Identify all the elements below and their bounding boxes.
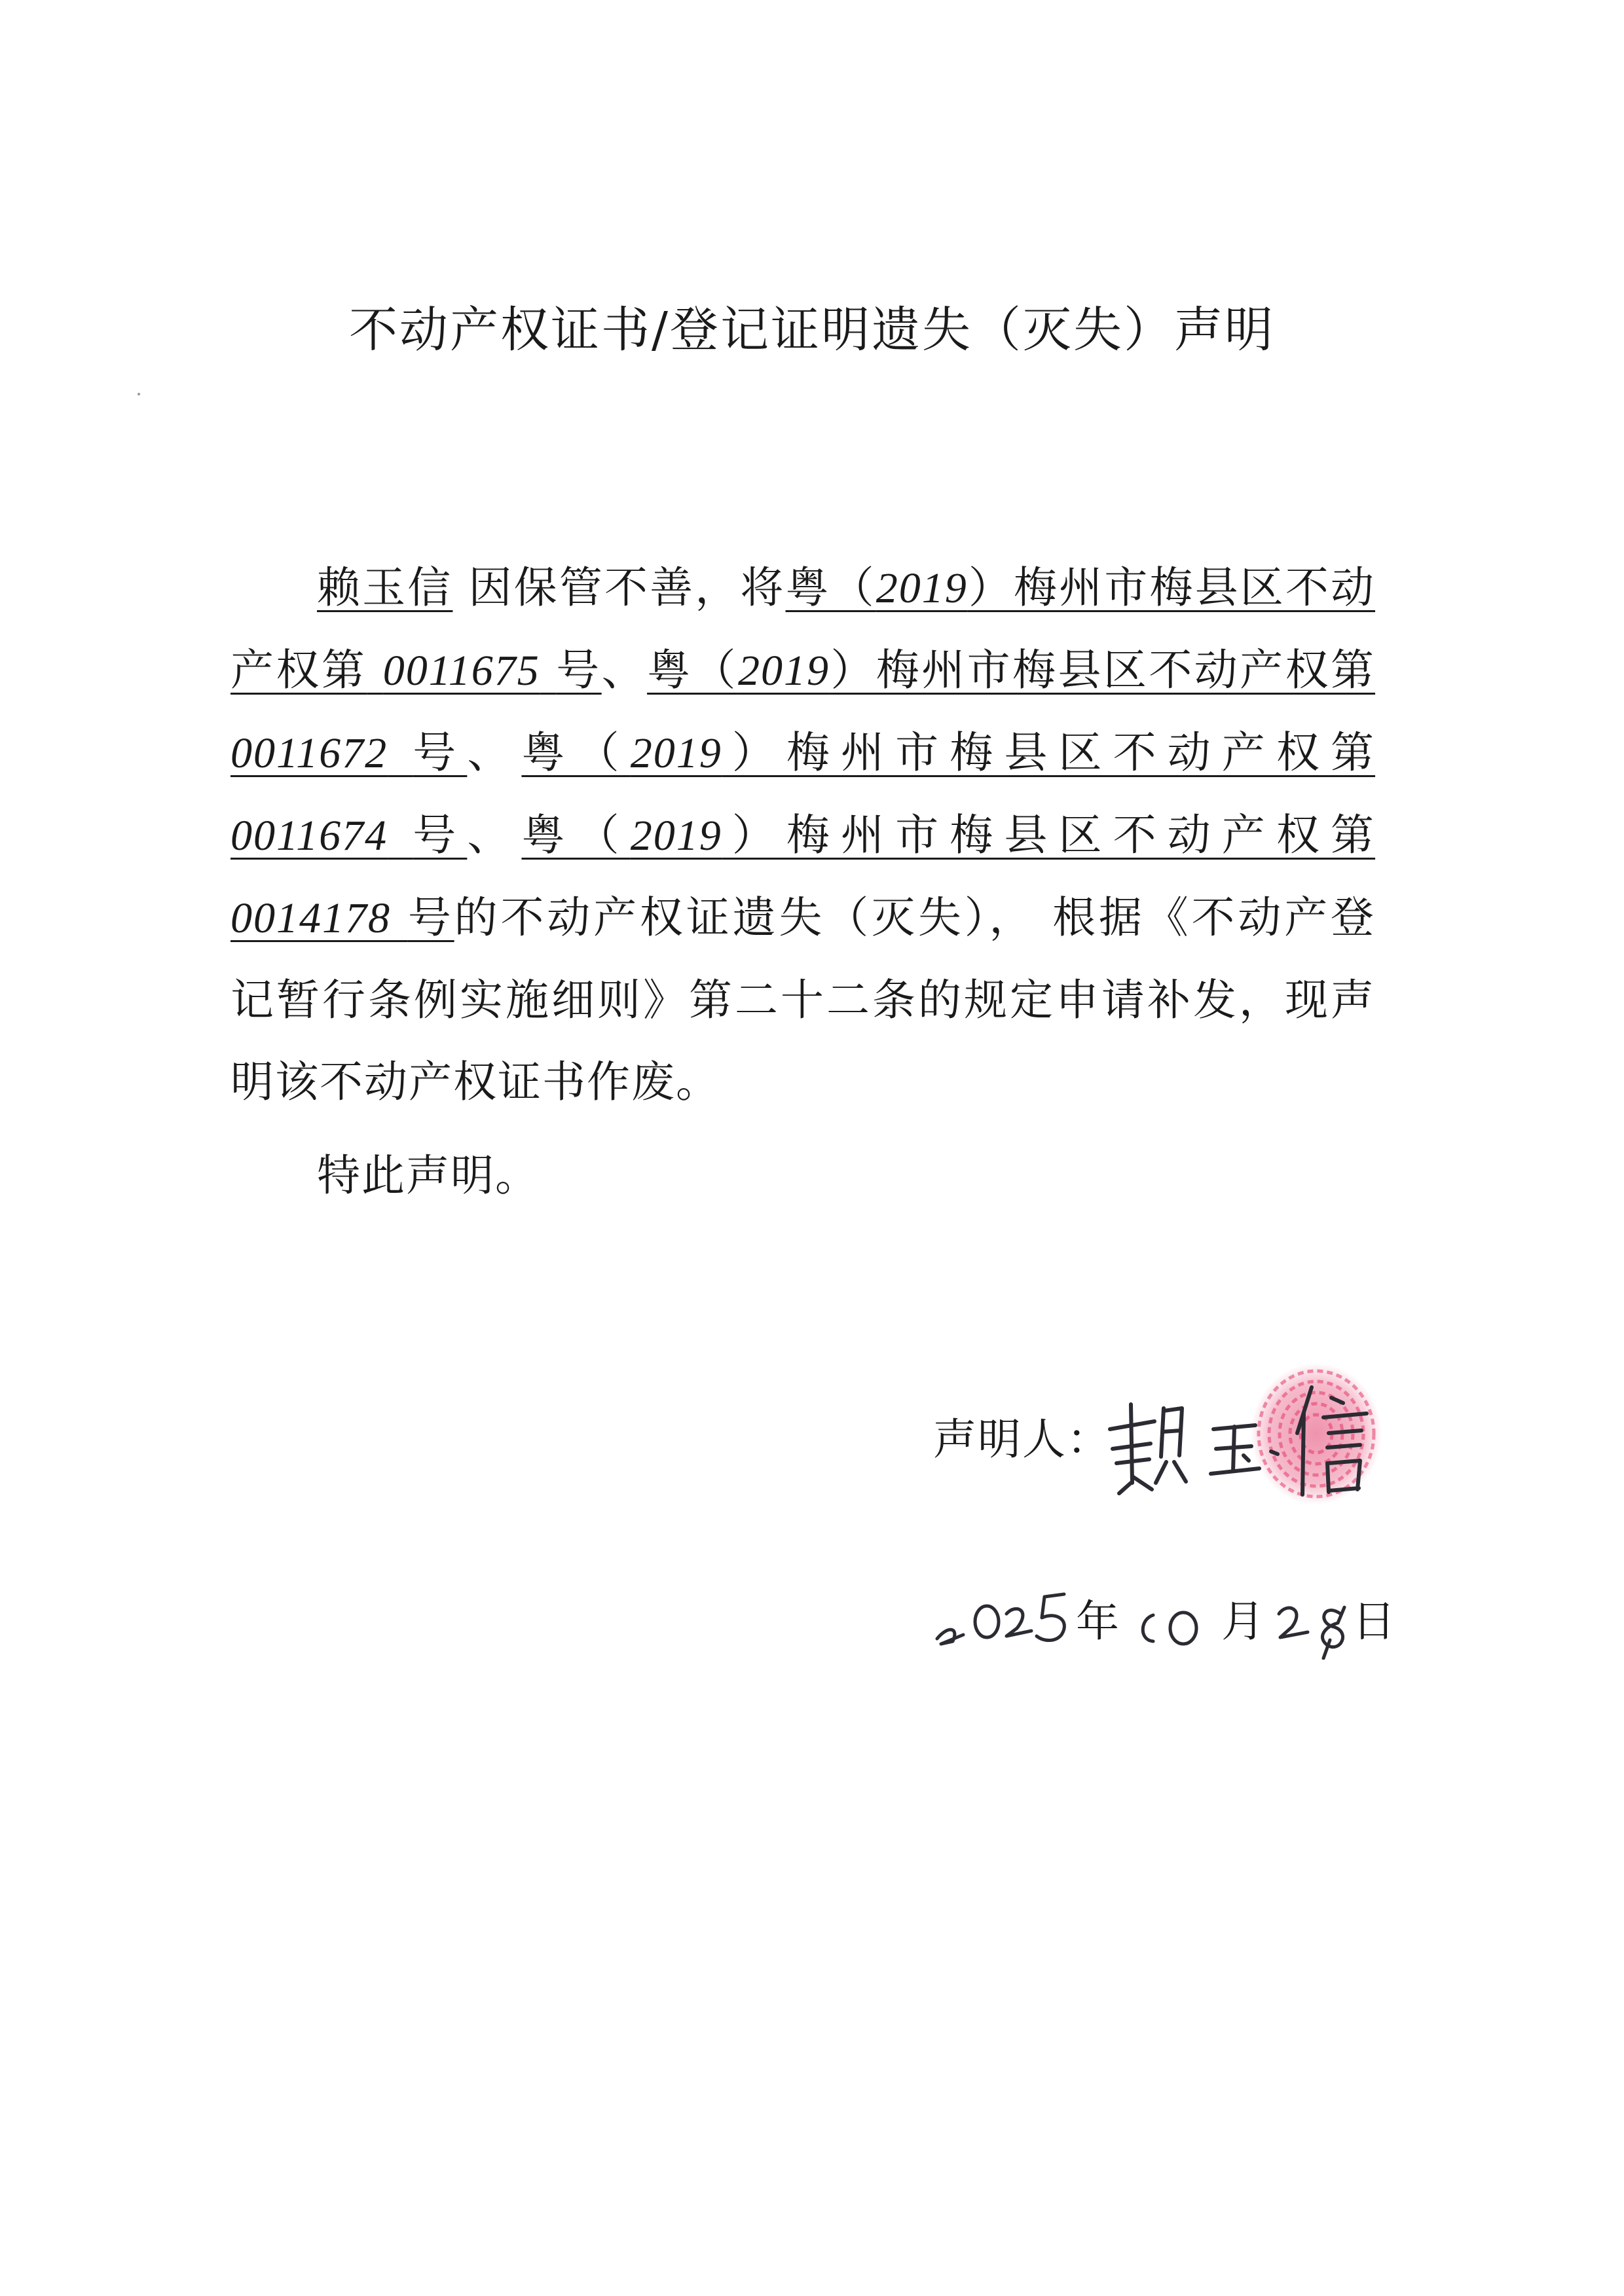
person-name: 赖玉信 — [317, 562, 453, 613]
certificate-1: 粤（2019）梅州市梅县区不动产权第 0011675 号 — [231, 562, 1376, 695]
date-year-handwritten — [933, 1568, 1077, 1660]
certificate-4: 粤（2019）梅州市梅县区不动产权第 0014178 号 — [231, 810, 1376, 943]
scan-speck — [138, 393, 140, 395]
year-unit: 年 — [1076, 1596, 1119, 1647]
reason-text: 因保管不善，将 — [452, 562, 786, 613]
page-title: 不动产权证书/登记证明遗失（灭失）声明 — [349, 302, 1275, 358]
declaration-date — [933, 1568, 1405, 1660]
closing-statement: 特此声明。 — [317, 1150, 540, 1201]
body-tail: 的不动产权证遗失（灭失）， 根据《不动产登记暂行条例实施细则》第二十二条的规定申请补发，现声明该不动产权证书作废。 — [231, 892, 1376, 1107]
separator-3: 、 — [467, 810, 522, 860]
date-day-handwritten — [1267, 1568, 1365, 1660]
declaration-body — [231, 547, 1375, 1123]
separator-2: 、 — [467, 727, 522, 778]
certificate-2: 粤（2019）梅州市梅县区不动产权第 0011672 号 — [231, 645, 1376, 778]
handwritten-signature — [1103, 1378, 1411, 1503]
separator-1: 、 — [601, 645, 648, 695]
day-unit: 日 — [1352, 1596, 1395, 1647]
declarant-label: 声明人： — [933, 1414, 1111, 1465]
date-month-handwritten — [1127, 1568, 1225, 1660]
month-unit: 月 — [1221, 1596, 1264, 1647]
certificate-3: 粤（2019）梅州市梅县区不动产权第 0011674 号 — [231, 727, 1376, 860]
declarant-block — [933, 1378, 1457, 1509]
